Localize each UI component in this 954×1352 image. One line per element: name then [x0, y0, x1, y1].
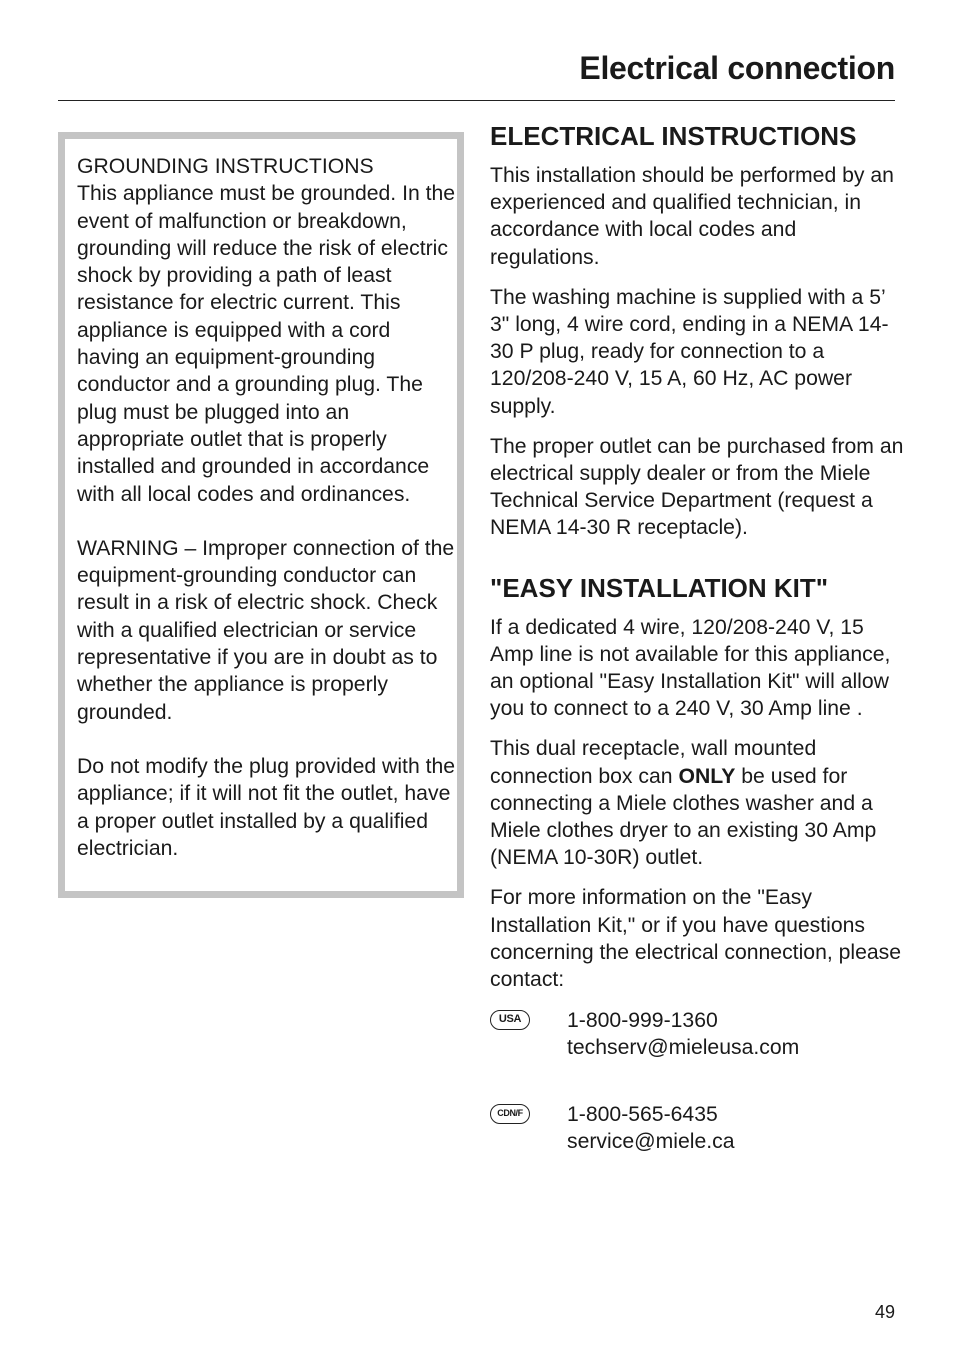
usa-badge-icon: USA [490, 1010, 530, 1030]
right-column [490, 118, 905, 1157]
contact-usa [490, 1007, 905, 1063]
usa-phone: 1-800-999-1360 [567, 1009, 718, 1033]
electrical-instructions-heading: ELECTRICAL INSTRUCTIONS [490, 121, 857, 151]
contact-usa-details [567, 1007, 799, 1061]
easy-kit-para-2-end: be used for connecting a Miele clothes washer and a Miele clothes dryer to an existing 30 Amp (NEMA 10-30R) outlet. [490, 764, 877, 870]
electrical-instructions-para-1: This installation should be performed by an experienced and qualified technician, in accordance with local codes and regulations. [490, 164, 894, 269]
grounding-paragraph-1 [77, 153, 457, 508]
easy-kit-para-2 [490, 735, 905, 871]
grounding-warning-text: WARNING – Improper connection of the equipment-grounding conductor can result in a risk of electric shock. Check with a qualified electrician or service representative if you are in doubt as to whether the appliance is properly grounded. [77, 536, 455, 724]
grounding-plug-text: Do not modify the plug provided with the appliance; if it will not fit the outlet, have a proper outlet installed by a qualified electrician. [77, 754, 456, 860]
electrical-instructions-para-3: The proper outlet can be purchased from an electrical supply dealer or from the Miele Technical Service Department (request a NEMA 14-30 R receptacle). [490, 434, 904, 540]
easy-installation-kit-heading: "EASY INSTALLATION KIT" [490, 572, 829, 603]
usa-email: techserv@mieleusa.com [567, 1036, 800, 1060]
grounding-instructions-box [58, 132, 464, 898]
title-divider [58, 100, 895, 101]
canada-phone: 1-800-565-6435 [567, 1103, 718, 1127]
page-title: Electrical connection [579, 50, 895, 86]
contact-canada [490, 1101, 905, 1157]
easy-kit-para-2-start: This dual receptacle, wall mounted connection box can [490, 737, 817, 788]
canada-email: service@miele.ca [567, 1130, 735, 1154]
electrical-instructions-para-2: The washing machine is supplied with a 5’ 3" long, 4 wire cord, ending in a NEMA 14-30 P plug, ready for connection to a 120/208-240 V, 15 A, 60 Hz, AC power supply. [490, 285, 889, 418]
grounding-heading: GROUNDING INSTRUCTIONS [77, 155, 374, 178]
easy-kit-para-1: If a dedicated 4 wire, 120/208-240 V, 15 Amp line is not available for this appliance, an optional "Easy Installation Kit" will allow you to connect to a 240 V, 30 Amp line . [490, 615, 891, 721]
cdn-badge-icon: CDN/F [490, 1104, 530, 1124]
page-number: 49 [874, 1302, 895, 1322]
grounding-text-1: This appliance must be grounded. In the event of malfunction or breakdown, grounding will reduce the risk of electric shock by providing a path of least resistance for electric current. This appliance is equipped with a cord having an equipment-grounding conductor and a grounding plug. The plug must be plugged into an appropriate outlet that is properly installed and grounded in accordance with all local codes and ordinances. [77, 182, 456, 506]
easy-kit-only-emphasis: ONLY [678, 764, 736, 788]
easy-kit-para-3: For more information on the "Easy Installation Kit," or if you have questions concerning the electrical connection, please contact: [490, 886, 902, 992]
grounding-instructions-content [77, 153, 457, 889]
contact-canada-details [567, 1101, 735, 1155]
